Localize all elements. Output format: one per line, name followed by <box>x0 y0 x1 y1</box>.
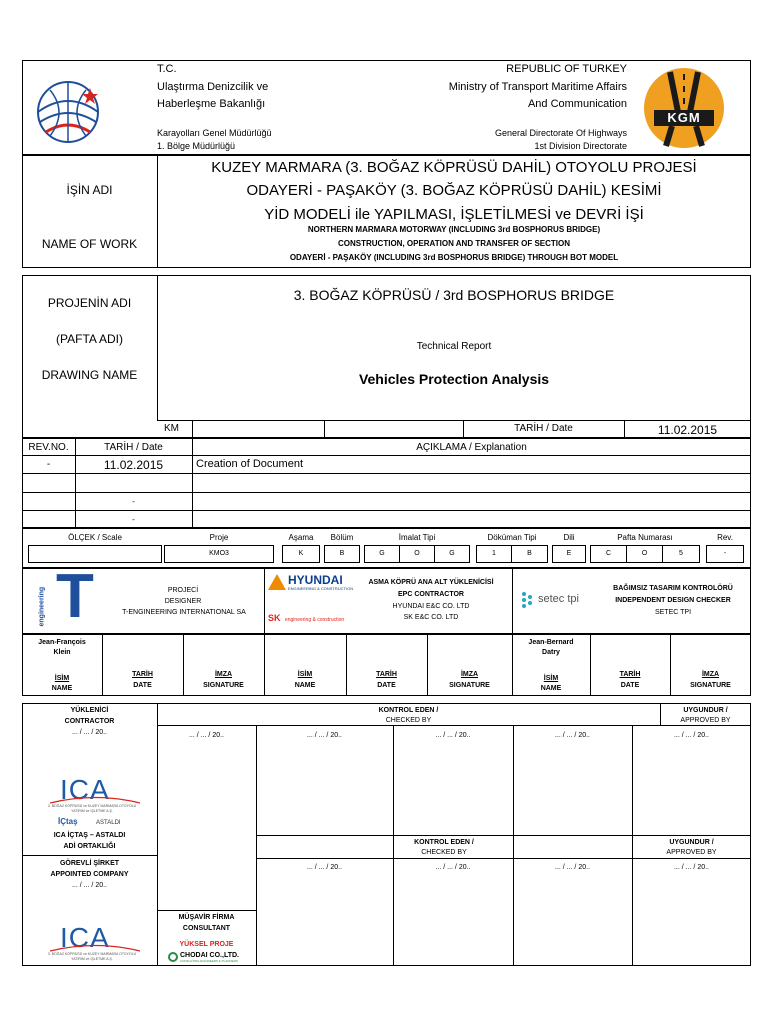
code-header-section: Bölüm <box>330 533 354 542</box>
ministry-logo <box>28 70 108 150</box>
rev-row4-date: - <box>132 515 135 524</box>
sig-date-en-2: DATE <box>377 682 396 689</box>
code-header-project: Proje <box>209 533 229 542</box>
rev-row1-rev: - <box>46 459 51 470</box>
ica-logo-text-top: ICA <box>60 774 110 805</box>
checked-by-tr-1: KONTROL EDEN / <box>378 707 439 714</box>
code-header-doctype: Döküman Tipi <box>487 533 537 542</box>
sig-date-en-3: DATE <box>620 682 640 689</box>
check-date-7: ... / ... / 20.. <box>435 864 471 871</box>
sig-date-tr-2: TARİH <box>376 671 397 678</box>
code-project-value: KMO3 <box>164 545 274 563</box>
divider <box>256 858 751 859</box>
epc-label-1: ASMA KÖPRÜ ANA ALT YÜKLENİCİSİ <box>368 579 494 586</box>
sk-logo-sub: engineering & construction <box>284 617 345 623</box>
divider <box>157 420 751 421</box>
check-date-9: ... / ... / 20.. <box>673 864 709 871</box>
sig-name-en-2: NAME <box>294 682 316 689</box>
divider <box>157 725 751 726</box>
divider <box>512 568 513 634</box>
designer-person-1: Jean-François <box>38 639 86 646</box>
code-sheet-2: O <box>626 545 663 563</box>
sig-sign-tr-3: İMZA <box>701 671 720 678</box>
hyundai-logo-sub: ENGINEERING & CONSTRUCTION <box>288 586 354 591</box>
directorate-tr-line1: Karayolları Genel Müdürlüğü <box>157 128 272 138</box>
epc-label-2: EPC CONTRACTOR <box>398 591 464 598</box>
divider <box>157 910 256 911</box>
ministry-tr-line1: Ulaştırma Denizcilik ve <box>157 81 269 93</box>
appointed-label-2: APPOINTED COMPANY <box>50 871 129 878</box>
epc-name-2: SK E&C CO. LTD <box>403 614 459 621</box>
code-sheet-1: C <box>590 545 627 563</box>
sig-name-tr-3: İSİM <box>543 675 559 682</box>
code-doc-1: 1 <box>476 545 512 563</box>
date-value: 11.02.2015 <box>657 423 718 437</box>
divider <box>324 420 325 438</box>
report-type: Technical Report <box>416 341 492 352</box>
code-header-rev: Rev. <box>717 533 733 542</box>
t-engineering-logo <box>32 562 96 632</box>
appointed-date: ... / ... / 20.. <box>71 882 107 889</box>
chodai-logo <box>168 950 254 964</box>
work-title-tr-2: ODAYERİ - PAŞAKÖY (3. BOĞAZ KÖPRÜSÜ DAHİL) KESİMİ <box>246 182 662 199</box>
kgm-logo-text: KGM <box>667 110 701 125</box>
code-sheet-3: 5 <box>662 545 700 563</box>
ica-sub-2-bottom: YATIRIM ve İŞLETME A.Ş. <box>71 957 113 961</box>
ictas-logo: İÇtaş <box>58 817 78 826</box>
approved-by-en-1: APPROVED BY <box>680 717 731 724</box>
divider <box>22 492 751 493</box>
rev-explanation-header: AÇIKLAMA / Explanation <box>416 442 527 453</box>
code-header-phase: Aşama <box>288 533 314 542</box>
checked-by-en-2: CHECKED BY <box>421 849 467 856</box>
checker-label-1: BAĞIMSIZ TASARIM KONTROLÖRÜ <box>613 585 733 592</box>
consultant-label-2: CONSULTANT <box>182 925 231 932</box>
sig-name-tr-1: İSİM <box>54 675 70 682</box>
ica-logo-text-bottom: ICA <box>60 922 110 953</box>
rev-row3-date: - <box>132 497 135 506</box>
bridge-name: 3. BOĞAZ KÖPRÜSÜ / 3rd BOSPHORUS BRIDGE <box>293 287 615 303</box>
sig-sign-en-3: SIGNATURE <box>690 682 731 689</box>
sk-logo-text: SK <box>268 613 281 623</box>
rev-row1-date: 11.02.2015 <box>103 458 164 472</box>
divider <box>22 510 751 511</box>
work-title-tr-3: YİD MODELİ ile YAPILMASI, İŞLETİLMESİ ve DEVRİ İŞİ <box>264 206 644 223</box>
check-date-8: ... / ... / 20.. <box>554 864 590 871</box>
approved-by-tr-1: UYGUNDUR / <box>683 707 728 714</box>
rev-header: REV.NO. <box>28 442 69 453</box>
contractor-label-2: CONTRACTOR <box>64 718 115 725</box>
kgm-logo <box>638 66 730 150</box>
approved-by-tr-2: UYGUNDUR / <box>669 839 714 846</box>
checker-person-1: Jean-Bernard <box>528 639 574 646</box>
checked-by-en-1: CHECKED BY <box>385 717 432 724</box>
sig-sign-tr-1: İMZA <box>214 671 233 678</box>
designer-label-2: DESIGNER <box>164 598 202 605</box>
divider <box>264 568 265 634</box>
project-label-1: PROJENİN ADI <box>47 296 132 310</box>
check-date-6: ... / ... / 20.. <box>306 864 342 871</box>
contractor-label-1: YÜKLENİCİ <box>70 707 109 714</box>
contractor-date: ... / ... / 20.. <box>71 729 107 736</box>
work-label-en: NAME OF WORK <box>41 237 138 251</box>
divider <box>22 855 157 856</box>
work-title-en-1: NORTHERN MARMARA MOTORWAY (INCLUDING 3rd BOSPHORUS BRIDGE) <box>307 225 601 234</box>
directorate-en-line2: 1st Division Directorate <box>534 141 627 151</box>
ministry-en-line1: Ministry of Transport Maritime Affairs <box>448 81 627 93</box>
sig-date-en-1: DATE <box>133 682 152 689</box>
report-title: Vehicles Protection Analysis <box>358 371 550 387</box>
t-logo-side-text: engineering <box>38 586 46 627</box>
check-date-4: ... / ... / 20.. <box>554 732 590 739</box>
rev-row1-text: Creation of Document <box>196 458 303 470</box>
work-title-en-2: CONSTRUCTION, OPERATION AND TRANSFER OF SECTION <box>338 239 570 248</box>
divider <box>256 858 257 966</box>
project-label-2: (PAFTA ADI) <box>56 332 123 346</box>
designer-person-2: Klein <box>53 649 71 656</box>
code-scale-value <box>28 545 162 563</box>
rev-date-header: TARİH / Date <box>104 442 163 453</box>
consultant-label-1: MÜŞAVİR FİRMA <box>178 914 235 921</box>
setec-logo-text: setec tpi <box>538 593 579 605</box>
work-label-tr: İŞİN ADI <box>66 183 113 197</box>
code-language: E <box>552 545 586 563</box>
check-date-3: ... / ... / 20.. <box>435 732 471 739</box>
sig-sign-en-2: SIGNATURE <box>449 682 490 689</box>
work-title-tr-1: KUZEY MARMARA (3. BOĞAZ KÖPRÜSÜ DAHİL) OTOYOLU PROJESİ <box>211 159 697 176</box>
code-header-scale: ÖLÇEK / Scale <box>68 533 122 542</box>
appointed-label-1: GÖREVLİ ŞİRKET <box>59 860 120 867</box>
jv-label-2: ADİ ORTAKLIĞI <box>63 843 116 850</box>
code-prod-3: G <box>434 545 470 563</box>
divider <box>256 835 751 836</box>
approved-by-en-2: APPROVED BY <box>666 849 717 856</box>
republic-en: REPUBLIC OF TURKEY <box>506 63 627 75</box>
sig-sign-tr-2: İMZA <box>460 671 479 678</box>
divider <box>22 473 751 474</box>
tc-text: T.C. <box>157 63 177 75</box>
check-date-5: ... / ... / 20.. <box>673 732 709 739</box>
code-section-value: B <box>324 545 360 563</box>
directorate-tr-line2: 1. Bölge Müdürlüğü <box>157 141 236 151</box>
code-rev: - <box>706 545 744 563</box>
ica-sub-2-top: YATIRIM ve İŞLETME A.Ş. <box>71 809 113 813</box>
divider <box>192 420 193 438</box>
code-header-language: Dili <box>563 533 575 542</box>
epc-name-1: HYUNDAI E&C CO. LTD <box>392 603 470 610</box>
setec-logo <box>520 590 600 608</box>
km-label: KM <box>164 423 179 434</box>
checker-name: SETEC TPI <box>654 609 692 616</box>
code-prod-1: G <box>364 545 400 563</box>
ica-sub-1-top: 3. BOĞAZ KÖPRÜSÜ ve KUZEY MARMARA OTOYOLU <box>47 804 137 808</box>
hyundai-logo <box>268 573 354 595</box>
jv-label-1: ICA İÇTAŞ – ASTALDI <box>53 832 126 839</box>
directorate-en-line1: General Directorate Of Highways <box>494 128 627 138</box>
project-label-3: DRAWING NAME <box>41 368 138 382</box>
hyundai-logo-text: HYUNDAI <box>288 573 343 587</box>
code-header-production: İmalat Tipi <box>398 533 436 542</box>
sig-name-en-3: NAME <box>540 685 562 692</box>
astaldi-logo: ASTALDI <box>96 820 121 826</box>
code-phase-value: K <box>282 545 320 563</box>
code-prod-2: O <box>399 545 435 563</box>
checked-by-tr-2: KONTROL EDEN / <box>414 839 474 846</box>
sig-name-en-1: NAME <box>51 685 73 692</box>
code-header-sheet: Pafta Numarası <box>617 533 673 542</box>
sig-date-tr-3: TARİH <box>619 671 641 678</box>
ministry-tr-line2: Haberleşme Bakanlığı <box>157 98 266 110</box>
t-logo-letter: T <box>56 562 94 631</box>
date-label: TARİH / Date <box>514 423 573 434</box>
chodai-logo-sub: CONSULTING ENGINEERS & PLANNERS <box>180 959 238 963</box>
work-title-en-3: ODAYERİ - PAŞAKÖY (INCLUDING 3rd BOSPHORUS BRIDGE) THROUGH BOT MODEL <box>289 253 619 262</box>
sk-logo <box>268 608 358 624</box>
check-date-2: ... / ... / 20.. <box>306 732 342 739</box>
divider <box>22 455 751 456</box>
designer-label-1: PROJECİ <box>167 587 199 594</box>
yuksel-proje-logo: YÜKSEL PROJE <box>179 941 234 948</box>
ica-sub-1-bottom: 3. BOĞAZ KÖPRÜSÜ ve KUZEY MARMARA OTOYOLU <box>47 952 137 956</box>
checker-label-2: INDEPENDENT DESIGN CHECKER <box>615 597 731 604</box>
code-doc-2: B <box>511 545 548 563</box>
checker-person-2: Datry <box>542 649 560 656</box>
ministry-en-line2: And Communication <box>527 98 627 110</box>
sig-date-tr-1: TARİH <box>132 671 153 678</box>
sig-sign-en-1: SIGNATURE <box>203 682 244 689</box>
chodai-logo-text: CHODAI CO.,LTD. <box>180 952 239 959</box>
sig-name-tr-2: İSİM <box>297 671 313 678</box>
designer-name: T-ENGINEERING INTERNATIONAL SA <box>122 609 246 616</box>
check-date-1: ... / ... / 20.. <box>188 732 224 739</box>
